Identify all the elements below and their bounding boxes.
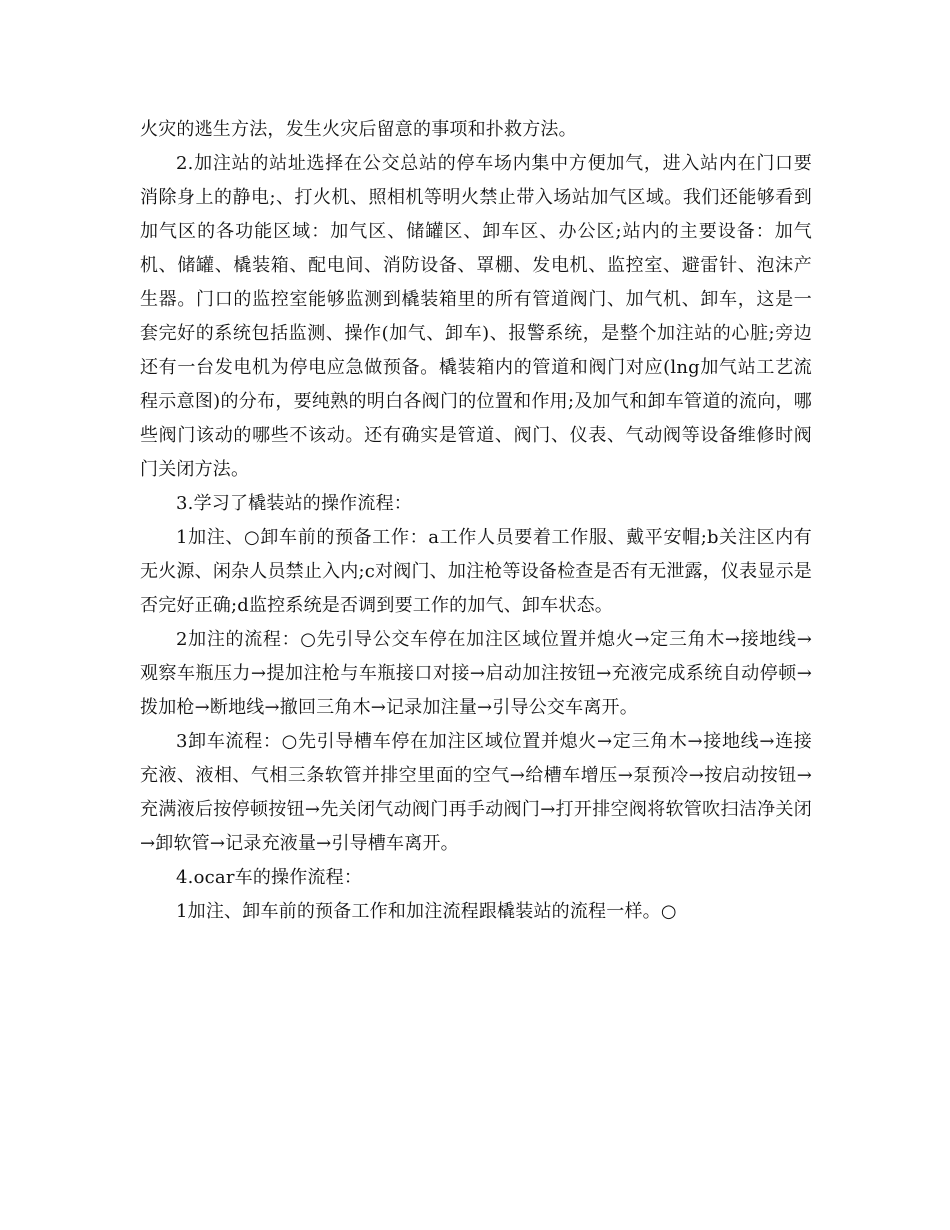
paragraph-1: 火灾的逃生方法，发生火灾后留意的事项和扑救方法。	[140, 119, 577, 140]
paragraph-2: 2.加注站的站址选择在公交总站的停车场内集中方便加气，进入站内在门口要消除身上的静电;、打火机、照相机等明火禁止带入场站加气区域。我们还能够看到加气区的各功能区域：加气区、储罐区、卸车区、办公区;站内的主要设备：加气机、储罐、橇装箱、配电间、消防设备、罩棚、发电机、监控室、避雷针、泡沫产生器。门口的监控室能够监测到橇装箱里的所有管道阀门、加气机、卸车，这是一套完好的系统包括监测、操作(加气、卸车)、报警系统，是整个加注站的心脏;旁边还有一台发电机为停电应急做预备。橇装箱内的管道和阀门对应(lng加气站工艺流程示意图)的分布，要纯熟的明白各阀门的位置和作用;及加气和卸车管道的流向，哪些阀门该动的哪些不该动。还有确实是管道、阀门、仪表、气动阀等设备维修时阀门关闭方法。	[140, 153, 812, 480]
paragraph-3: 3.学习了橇装站的操作流程：	[176, 493, 412, 514]
paragraph-7: 4.ocar车的操作流程：	[176, 867, 363, 888]
paragraph-5: 2加注的流程：○先引导公交车停在加注区域位置并熄火→定三角木→接地线→观察车瓶压力→提加注枪与车瓶接口对接→启动加注按钮→充液完成系统自动停顿→拨加枪→断地线→撤回三角木→记录加注量→引导公交车离开。	[140, 629, 812, 718]
document-body	[140, 113, 812, 929]
paragraph-4: 1加注、○卸车前的预备工作：a工作人员要着工作服、戴平安帽;b关注区内有无火源、闲杂人员禁止入内;c对阀门、加注枪等设备检查是否有无泄露，仪表显示是否完好正确;d监控系统是否调到要工作的加气、卸车状态。	[140, 527, 812, 616]
paragraph-6: 3卸车流程：○先引导槽车停在加注区域位置并熄火→定三角木→接地线→连接充液、液相、气相三条软管并排空里面的空气→给槽车增压→泵预冷→按启动按钮→充满液后按停顿按钮→先关闭气动阀门再手动阀门→打开排空阀将软管吹扫洁净关闭→卸软管→记录充液量→引导槽车离开。	[140, 731, 812, 854]
paragraph-8: 1加注、卸车前的预备工作和加注流程跟橇装站的流程一样。○	[176, 901, 677, 922]
